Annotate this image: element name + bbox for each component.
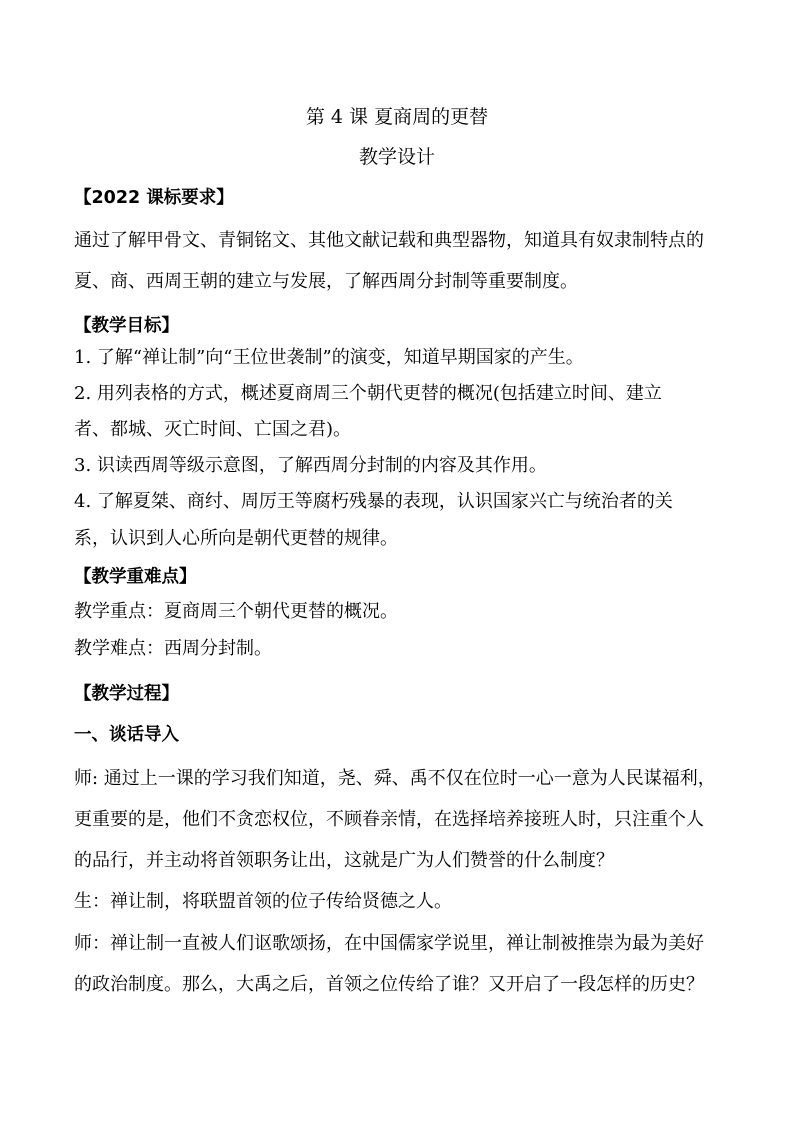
key-points-heading: 【教学重难点】 (74, 567, 197, 587)
curriculum-line: 通过了解甲骨文、青铜铭文、其他文献记载和典型器物，知道具有奴隶制特点的 (74, 230, 704, 251)
process-subheading: 一、谈话导入 (74, 725, 179, 745)
curriculum-line: 夏、商、西周王朝的建立与发展，了解西周分封制等重要制度。 (74, 271, 578, 292)
process-line: 的品行，并主动将首领职务让出，这就是广为人们赞誉的什么制度？ (74, 850, 614, 871)
goal-item: 3. 识读西周等级示意图，了解西周分封制的内容及其作用。 (74, 455, 547, 476)
goal-item: 者、都城、灭亡时间、亡国之君)。 (74, 419, 352, 440)
goals-heading: 【教学目标】 (74, 316, 179, 336)
key-point-line: 教学难点：西周分封制。 (74, 638, 272, 659)
process-line: 师：禅让制一直被人们讴歌颂扬，在中国儒家学说里，禅让制被推崇为最为美好 (74, 933, 704, 954)
process-line: 的政治制度。那么，大禹之后，首领之位传给了谁？又开启了一段怎样的历史？ (74, 974, 704, 995)
goal-item: 1. 了解“禅让制”向“王位世袭制”的演变，知道早期国家的产生。 (74, 347, 584, 368)
process-line: 生：禅让制，将联盟首领的位子传给贤德之人。 (74, 891, 452, 912)
document-title: 第 4 课 夏商周的更替 (305, 106, 489, 128)
process-line: 师: 通过上一课的学习我们知道，尧、舜、禹不仅在位时一心一意为人民谋福利， (74, 768, 716, 789)
document-subtitle: 教学设计 (358, 146, 435, 168)
goal-item: 4. 了解夏桀、商纣、周厉王等腐朽残暴的表现，认识国家兴亡与统治者的关 (74, 491, 673, 512)
process-line: 更重要的是，他们不贪恋权位，不顾眷亲情，在选择培养接班人时，只注重个人 (74, 809, 704, 830)
goal-item: 系，认识到人心所向是朝代更替的规律。 (74, 528, 398, 549)
process-heading: 【教学过程】 (74, 684, 179, 704)
goal-item: 2. 用列表格的方式，概述夏商周三个朝代更替的概况(包括建立时间、建立 (74, 383, 662, 404)
curriculum-heading: 【2022 课标要求】 (74, 188, 234, 208)
key-point-line: 教学重点：夏商周三个朝代更替的概况。 (74, 601, 398, 622)
